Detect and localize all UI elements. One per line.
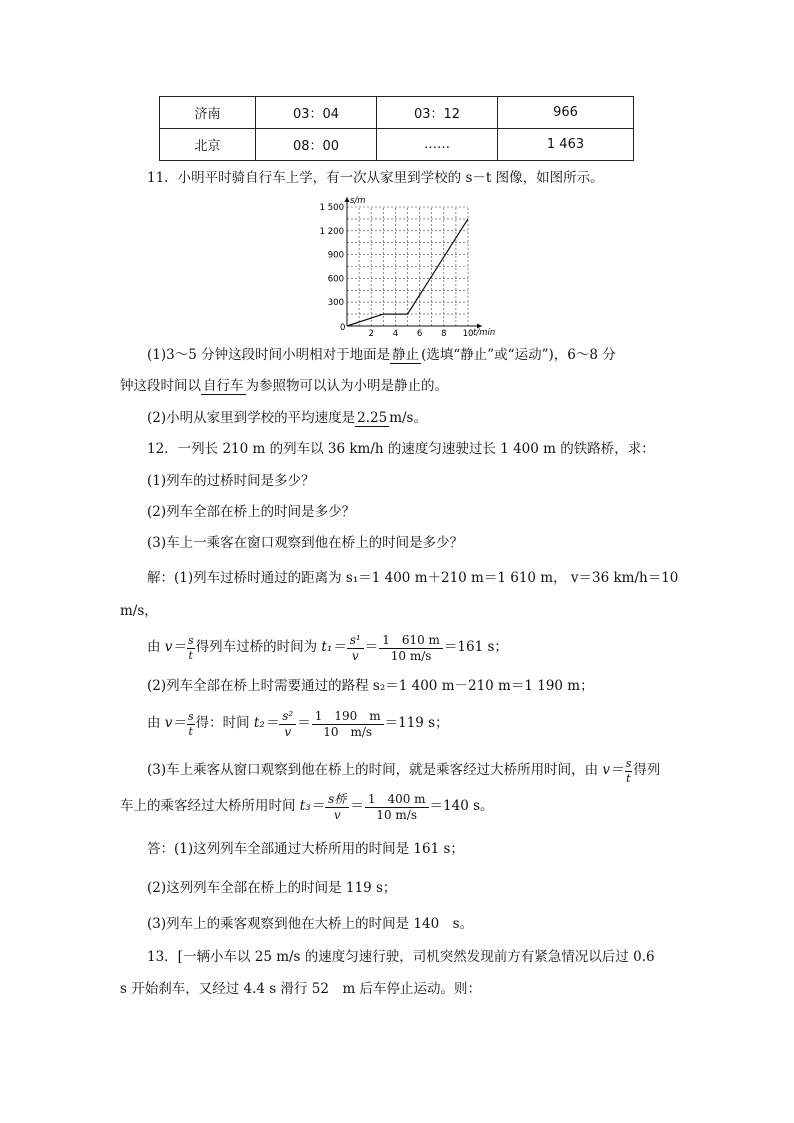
formula-v: $\frac{s}{t}$ — [187, 634, 194, 662]
chart-grid — [347, 207, 468, 326]
q12-sol2-line1: (2)列车全部在桥上时需要通过的路程 s₂＝1 400 m－210 m＝1 190 m； — [147, 678, 594, 694]
q12-sub2: (2)列车全部在桥上的时间是多少？ — [147, 504, 356, 520]
formula-t2-numeric: $\frac{1 190 m}{10 m/s}$ — [312, 710, 384, 738]
q11-part1-line2 — [120, 380, 448, 395]
q11-p1-c: 钟这段时间以 — [120, 378, 201, 394]
q11-part2 — [147, 412, 427, 427]
table-row — [160, 129, 634, 161]
chart-ticks — [320, 203, 474, 339]
formula-t3-numeric: $\frac{1 400 m}{10 m/s}$ — [365, 793, 429, 821]
y-tick-label: 1 200 — [319, 226, 344, 237]
x-tick-label: 8 — [441, 329, 447, 339]
x-tick-label: 6 — [416, 329, 423, 339]
s-t-chart — [315, 192, 500, 340]
q12-sol3-line1: (3)车上乘客从窗口观察到他在桥上的时间，就是乘客经过大桥所用时间，由 v＝ $\frac{s}{t}$ 得列 — [147, 757, 661, 785]
formula-t1-symbolic: $\frac{\text{s¹}}{v}$ — [347, 634, 364, 662]
y-axis-label: s/m — [350, 196, 366, 206]
q11-p1-b: (选填“静止”或“运动”)，6～8 分 — [421, 347, 616, 363]
q13-line1: 13．[一辆小车以 25 m/s 的速度匀速行驶，司机突然发现前方有紧急情况以后过 0.6 — [147, 949, 655, 965]
q12-answer-3: (3)列车上的乘客观察到他在大桥上的时间是 140 s。 — [147, 916, 474, 932]
q12-answer-2: (2)这列列车全部在桥上的时间是 119 s； — [147, 880, 397, 896]
q12-sol1-line2: 由 v＝ $\frac{s}{t}$ 得列车过桥的时间为 t₁＝ $\frac{\text{s¹}}{v}$ ＝ $\frac{1 610 m}{10 m/s}$ ＝161 s； — [147, 633, 508, 663]
x-tick-label: 2 — [368, 329, 374, 339]
formula-t2-symbolic: $\frac{\text{s²}}{v}$ — [279, 710, 296, 738]
q13-line2: s 开始刹车，又经过 4.4 s 滑行 52 m 后车停止运动。则： — [120, 981, 482, 997]
table-cell: 03：12 — [377, 97, 498, 129]
table-cell: 北京 — [160, 129, 256, 161]
table-cell: 08：00 — [256, 129, 377, 161]
formula-t3-symbolic: $\frac{\text{s桥}}{v}$ — [325, 793, 349, 821]
y-tick-label: 900 — [327, 250, 344, 261]
y-axis-arrow — [345, 197, 350, 202]
table-cell: 济南 — [160, 97, 256, 129]
y-tick-label: 600 — [327, 274, 344, 285]
q11-p2-b: m/s。 — [389, 410, 427, 426]
q11-p1-a: (1)3～5 分钟这段时间小明相对于地面是 — [147, 347, 391, 363]
q12-sol1-line1-cont: m/s， — [120, 603, 158, 619]
q12-sol3-line2: 车上的乘客经过大桥所用时间 t₃＝ $\frac{\text{s桥}}{v}$ ＝ $\frac{1 400 m}{10 m/s}$ ＝140 s。 — [120, 792, 494, 822]
q12-stem: 12．一列长 210 m 的列车以 36 km/h 的速度匀速驶过长 1 400 m 的铁路桥，求： — [147, 441, 655, 457]
q11-stem: 11．小明平时骑自行车上学，有一次从家里到学校的 s－t 图像，如图所示。 — [147, 170, 604, 186]
table-cell: 966 — [498, 97, 634, 129]
q11-p2-a: (2)小明从家里到学校的平均速度是 — [147, 410, 356, 426]
formula-v: $\frac{s}{t}$ — [625, 757, 632, 785]
q12-sol1-line1: 解：(1)列车过桥时通过的距离为 s₁＝1 400 m＋210 m＝1 610 m， v＝36 km/h＝10 — [147, 570, 679, 586]
x-tick-label: 4 — [392, 329, 399, 339]
q11-answer-1: 静止 — [392, 347, 420, 363]
origin-label: 0 — [340, 323, 346, 333]
x-axis-label: t/min — [473, 328, 496, 338]
q12-sol2-line2: 由 v＝ $\frac{s}{t}$ 得：时间 t₂＝ $\frac{\text{s²}}{v}$ ＝ $\frac{1 190 m}{10 m/s}$ ＝119 s； — [147, 709, 449, 739]
timetable — [159, 96, 634, 161]
table-cell: 03：04 — [256, 97, 377, 129]
table-row — [160, 97, 634, 129]
q11-p1-d: 为参照物可以认为小明是静止的。 — [245, 378, 448, 394]
q11-part1-line1 — [147, 349, 616, 364]
formula-t1-numeric: $\frac{1 610 m}{10 m/s}$ — [379, 634, 443, 662]
q12-sub3: (3)车上一乘客在窗口观察到他在桥上的时间是多少？ — [147, 535, 464, 551]
table-cell: …… — [377, 129, 498, 161]
q12-answer-1: 答：(1)这列列车全部通过大桥所用的时间是 161 s； — [147, 841, 464, 857]
q11-answer-3: 2.25 — [357, 410, 388, 426]
y-tick-label: 300 — [327, 298, 344, 309]
table-cell: 1 463 — [498, 129, 634, 161]
q11-answer-2: 自行车 — [203, 378, 244, 394]
q12-sub1: (1)列车的过桥时间是多少？ — [147, 473, 315, 489]
formula-v: $\frac{s}{t}$ — [187, 710, 194, 738]
y-tick-label: 1 500 — [319, 203, 344, 213]
x-tick-label: 10 — [462, 329, 474, 339]
